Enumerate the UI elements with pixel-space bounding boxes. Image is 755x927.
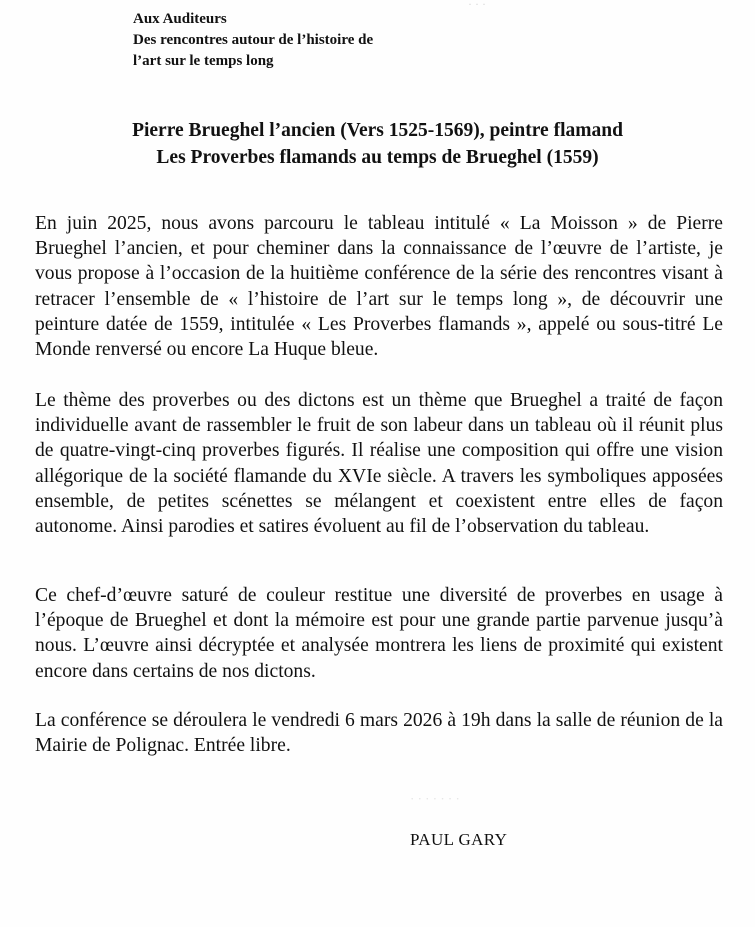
title-line-2: Les Proverbes flamands au temps de Brueghel (1559) <box>156 147 599 168</box>
paragraph-intro: En juin 2025, nous avons parcouru le tableau intitulé « La Moisson » de Pierre Brueghel l’ancien, et pour cheminer dans la connaissance de l’œuvre de l’artiste, je vous propose à l’occasion de la huitième conférence de la série des rencontres visant à retracer l’ensemble de « l’histoire de l’art sur le temps long », de découvrir une peinture datée de 1559, intitulée « Les Proverbes flamands », appelé ou sous-titré Le Monde renversé ou encore La Huque bleue. <box>35 213 723 361</box>
paragraph-theme: Le thème des proverbes ou des dictons est un thème que Brueghel a traité de façon individuelle avant de rassembler le fruit de son labeur dans un tableau où il réunit plus de quatre-vingt-cinq proverbes figurés. Il réalise une composition qui offre une vision allégorique de la société flamande du XVIe siècle. A travers les symboliques apposées ensemble, de petites scénettes se mélangent et coexistent entre elles de façon autonome. Ainsi parodies et satires évoluent au fil de l’observation du tableau. <box>35 390 723 538</box>
signature: PAUL GARY <box>410 830 508 849</box>
addressee-header <box>133 9 373 72</box>
title-line-1: Pierre Brueghel l’ancien (Vers 1525-1569), peintre flamand <box>132 120 623 141</box>
header-line-1: Aux Auditeurs <box>133 11 227 27</box>
faint-bleed-through-mark-bottom: · · · · · · · <box>410 791 460 805</box>
faint-bleed-through-mark: · · · <box>468 0 486 8</box>
paragraph-masterpiece: Ce chef-d’œuvre saturé de couleur restitue une diversité de proverbes en usage à l’époque de Brueghel et dont la mémoire est pour une grande partie parvenue jusqu’à nous. L’œuvre ainsi décryptée et analysée montrera les liens de proximité qui existent encore dans certains de nos dictons. <box>35 585 723 682</box>
document-title <box>0 117 755 171</box>
paragraph-event-details: La conférence se déroulera le vendredi 6 mars 2026 à 19h dans la salle de réunion de la Mairie de Polignac. Entrée libre. <box>35 710 723 757</box>
header-line-3: l’art sur le temps long <box>133 53 274 69</box>
header-line-2: Des rencontres autour de l’histoire de <box>133 32 374 48</box>
